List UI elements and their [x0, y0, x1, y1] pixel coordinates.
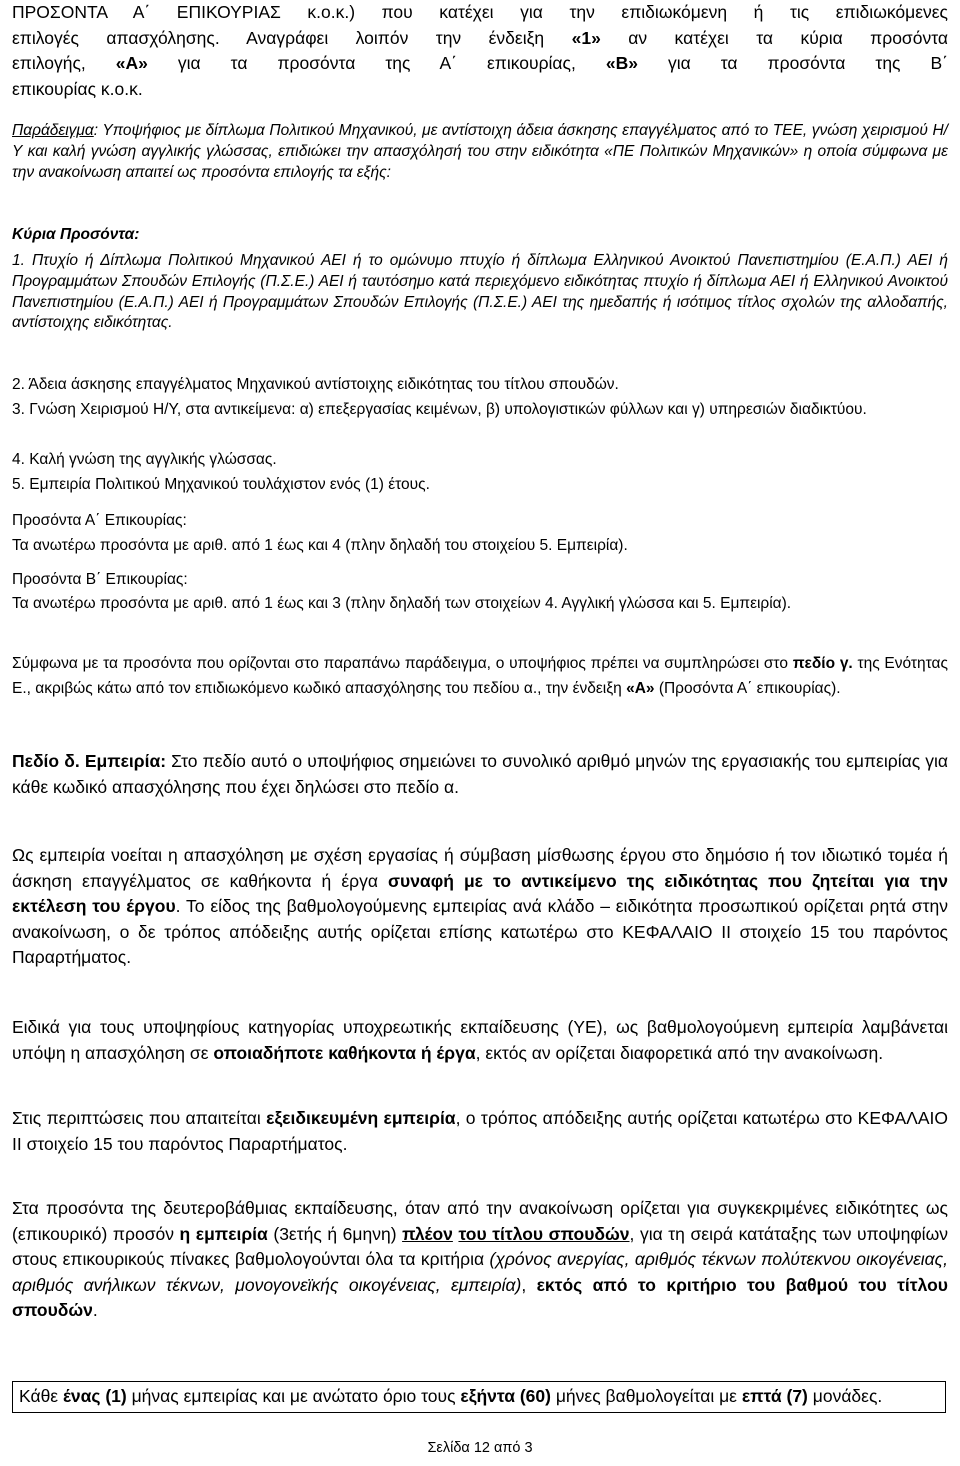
qualification-item-4: 4. Καλή γνώση της αγγλικής γλώσσας.: [12, 451, 277, 468]
main-qualifications-heading: Κύρια Προσόντα:: [12, 226, 140, 243]
field-d-paragraph: Πεδίο δ. Εμπειρία: Στο πεδίο αυτό ο υποψήφιος σημειώνει το συνολικό αριθμό μηνών της εργασιακής του εμπειρίας για κάθε κωδικό απασχόλησης που έχει δηλώσει στο πεδίο α.: [12, 751, 948, 797]
indicator-1: «1»: [571, 27, 601, 48]
indicator-b: «Β»: [605, 53, 638, 73]
field-c-reference: πεδίο γ.: [792, 655, 853, 672]
indicator-a-ref: «Α»: [626, 679, 655, 697]
example-conclusion: Σύμφωνα με τα προσόντα που ορίζονται στο παραπάνω παράδειγμα, ο υποψήφιος πρέπει να συμπληρώσει στο πεδίο γ. της Ενότητας Ε., ακριβώς κάτω από τον επιδιωκόμενο κωδικό απασχόλησης του πεδίου α., την ένδειξη «Α» (Προσόντα Α΄ επικουρίας).: [12, 655, 948, 697]
specialized-experience-paragraph: Στις περιπτώσεις που απαιτείται εξειδικευμένη εμπειρία, ο τρόπος απόδειξης αυτής ορίζεται κατωτέρω στο ΚΕΦΑΛΑΙΟ ΙΙ στοιχείο 15 του παρόντος Παραρτήματος.: [12, 1108, 948, 1154]
qualification-item-1: 1. Πτυχίο ή Δίπλωμα Πολιτικού Μηχανικού ΑΕΙ ή το ομώνυμο πτυχίο ή δίπλωμα Ελληνικού Ανοικτού Πανεπιστημίου (Ε.Α.Π.) ΑΕΙ ή Προγραμμάτων Σπουδών Επιλογής (Π.Σ.Ε.) ΑΕΙ ή ταυτόσημο κατά περιεχόμενο ειδικότητας πτυχίο ή δίπλωμα ΑΕΙ ή Ελληνικού Ανοικτού Πανεπιστημίου (Ε.Α.Π.) ΑΕΙ ή Προγραμμάτων Σπουδών Επιλογής (Π.Σ.Ε.) ΑΕΙ της ημεδαπής ή ισότιμος τίτλος σχολών της αλλοδαπής, αντίστοιχης ειδικότητας.: [12, 252, 948, 332]
indicator-a: «Α»: [115, 53, 148, 73]
intro-paragraph: [12, 0, 948, 102]
field-d-sublabel: Εμπειρία:: [84, 751, 167, 771]
intro-line-3: επιλογής, «Α» για τα προσόντα της Α΄ επικουρίας, «Β» για τα προσόντα της Β΄: [12, 53, 948, 73]
secondary-education-paragraph: Στα προσόντα της δευτεροβάθμιας εκπαίδευσης, όταν από την ανακοίνωση ορίζεται για συγκεκριμένες ειδικότητες ως (επικουρικό) προσόν η εμπειρία (3ετής ή 6μηνη) πλέον του τίτλου σπουδών, για τη σειρά κατάταξης των υποψηφίων στους επικουρικούς πίνακες βαθμολογούνται όλα τα κριτήρια (χρόνος ανεργίας, αριθμός τέκνων πολύτεκνου οικογένειας, αριθμός ανήλικων τέκνων, μονογονεϊκής οικογένειας, εμπειρία), εκτός από το κριτήριο του βαθμού του τίτλου σπουδών.: [12, 1198, 949, 1320]
qualification-item-2: 2. Άδεια άσκησης επαγγέλματος Μηχανικού αντίστοιχης ειδικότητας του τίτλου σπουδών.: [12, 376, 619, 393]
example-paragraph: Παράδειγμα: Υποψήφιος με δίπλωμα Πολιτικού Μηχανικού, με αντίστοιχη άδεια άσκησης επαγγέλματος από το ΤΕΕ, γνώση χειρισμού Η/Υ και καλή γνώση αγγλικής γλώσσας, επιδιώκει την απασχόλησή του στην ειδικότητα «ΠΕ Πολιτικών Μηχανικών» η οποία σύμφωνα με την ανακοίνωση απαιτεί ως προσόντα επιλογής τα εξής:: [12, 122, 948, 181]
intro-line-2: επιλογές απασχόλησης. Αναγράφει λοιπόν την ένδειξη «1» αν κατέχει τα κύρια προσόντα: [12, 27, 948, 48]
example-label: Παράδειγμα: [12, 122, 94, 139]
auxiliary-a-heading: Προσόντα Α΄ Επικουρίας:: [12, 512, 187, 529]
auxiliary-b-heading: Προσόντα Β΄ Επικουρίας:: [12, 571, 188, 588]
intro-line-1: ΠΡΟΣΟΝΤΑ Α΄ ΕΠΙΚΟΥΡΙΑΣ κ.ο.κ.) που κατέχει για την επιδιωκόμενη ή τις επιδιωκόμενες: [12, 2, 948, 22]
field-d-label: Πεδίο δ.: [12, 751, 80, 771]
experience-definition-paragraph: Ως εμπειρία νοείται η απασχόληση με σχέση εργασίας ή σύμβαση μίσθωσης έργου στο δημόσιο ή τον ιδιωτικό τομέα ή άσκηση επαγγέλματος σε καθήκοντα ή έργα συναφή με το αντικείμενο της ειδικότητας που ζητείται για την εκτέλεση του έργου. Το είδος της βαθμολογούμενης εμπειρίας ανά κλάδο – ειδικότητα προσωπικού ορίζεται ρητά στην ανακοίνωση, ο δε τρόπος απόδειξης αυτής ορίζεται επίσης κατωτέρω στο ΚΕΦΑΛΑΙΟ ΙΙ στοιχείο 15 του παρόντος Παραρτήματος.: [12, 845, 948, 967]
auxiliary-b-text: Τα ανωτέρω προσόντα με αριθ. από 1 έως και 3 (πλην δηλαδή των στοιχείων 4. Αγγλική γλώσσα και 5. Εμπειρία).: [12, 595, 792, 612]
qualification-item-3: 3. Γνώση Χειρισμού Η/Υ, στα αντικείμενα: α) επεξεργασίας κειμένων, β) υπολογιστικών φύλλων και γ) υπηρεσιών διαδικτύου.: [12, 401, 867, 418]
auxiliary-a-text: Τα ανωτέρω προσόντα με αριθ. από 1 έως και 4 (πλην δηλαδή του στοιχείου 5. Εμπειρία).: [12, 537, 628, 554]
scoring-box: Κάθε ένας (1) μήνας εμπειρίας και με ανώτατο όριο τους εξήντα (60) μήνες βαθμολογείται με επτά (7) μονάδες.: [12, 1381, 946, 1413]
qualification-item-5: 5. Εμπειρία Πολιτικού Μηχανικού τουλάχιστον ενός (1) έτους.: [12, 476, 430, 493]
intro-line-4: επικουρίας κ.ο.κ.: [12, 78, 143, 99]
page-footer: Σελίδα 12 από 3: [427, 1440, 533, 1456]
ye-experience-paragraph: Ειδικά για τους υποψηφίους κατηγορίας υποχρεωτικής εκπαίδευσης (ΥΕ), ως βαθμολογούμενη εμπειρία λαμβάνεται υπόψη η απασχόληση σε οποιαδήποτε καθήκοντα ή έργα, εκτός αν ορίζεται διαφορετικά από την ανακοίνωση.: [12, 1017, 948, 1063]
